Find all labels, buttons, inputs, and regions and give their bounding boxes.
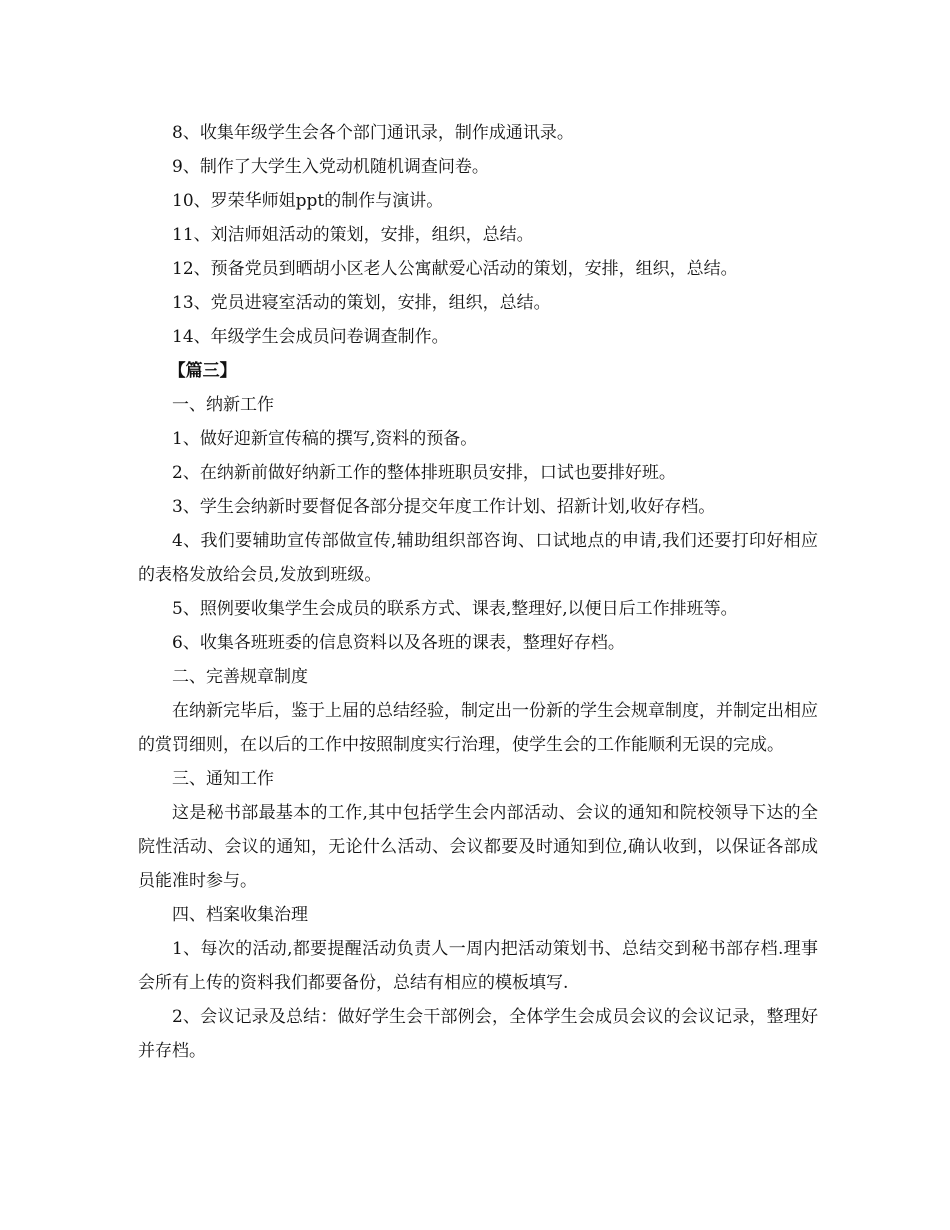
subsection-heading: 一、纳新工作 — [172, 395, 274, 415]
subsection-heading: 四、档案收集治理 — [172, 905, 308, 925]
subsection-heading: 二、完善规章制度 — [172, 667, 308, 687]
section-heading: 【篇三】 — [168, 361, 237, 381]
subsection-heading: 三、通知工作 — [172, 769, 274, 789]
paragraph: 在纳新完毕后，鉴于上届的总结经验，制定出一份新的学生会规章制度，并制定出相应的赏罚细则，在以后的工作中按照制度实行治理，使学生会的工作能顺利无误的完成。 — [138, 701, 818, 755]
list-item: 2、在纳新前做好纳新工作的整体排班职员安排，口试也要排好班。 — [172, 463, 676, 483]
document-body — [138, 116, 818, 1068]
list-item: 11、刘洁师姐活动的策划，安排，组织，总结。 — [172, 225, 534, 245]
list-item: 5、照例要收集学生会成员的联系方式、课表,整理好,以便日后工作排班等。 — [172, 599, 738, 619]
list-item: 13、党员进寝室活动的策划，安排，组织，总结。 — [172, 293, 551, 313]
list-item: 8、收集年级学生会各个部门通讯录，制作成通讯录。 — [172, 123, 574, 143]
list-item: 6、收集各班班委的信息资料以及各班的课表，整理好存档。 — [172, 633, 625, 653]
list-item: 14、年级学生会成员问卷调查制作。 — [172, 327, 449, 347]
list-item: 9、制作了大学生入党动机随机调查问卷。 — [172, 157, 489, 177]
list-item: 3、学生会纳新时要督促各部分提交年度工作计划、招新计划,收好存档。 — [172, 497, 716, 517]
list-item: 1、每次的活动,都要提醒活动负责人一周内把活动策划书、总结交到秘书部存档.理事会所有上传的资料我们都要备份，总结有相应的模板填写. — [138, 939, 818, 993]
list-item: 10、罗荣华师姐ppt的制作与演讲。 — [172, 191, 444, 211]
list-item: 1、做好迎新宣传稿的撰写,资料的预备。 — [172, 429, 478, 449]
list-item: 2、会议记录及总结：做好学生会干部例会，全体学生会成员会议的会议记录，整理好并存档。 — [138, 1007, 818, 1061]
paragraph: 这是秘书部最基本的工作,其中包括学生会内部活动、会议的通知和院校领导下达的全院性活动、会议的通知，无论什么活动、会议都要及时通知到位,确认收到，以保证各部成员能准时参与。 — [138, 803, 818, 891]
list-item: 4、我们要辅助宣传部做宣传,辅助组织部咨询、口试地点的申请,我们还要打印好相应的表格发放给会员,发放到班级。 — [138, 531, 818, 585]
list-item: 12、预备党员到晒胡小区老人公寓献爱心活动的策划，安排，组织，总结。 — [172, 259, 738, 279]
